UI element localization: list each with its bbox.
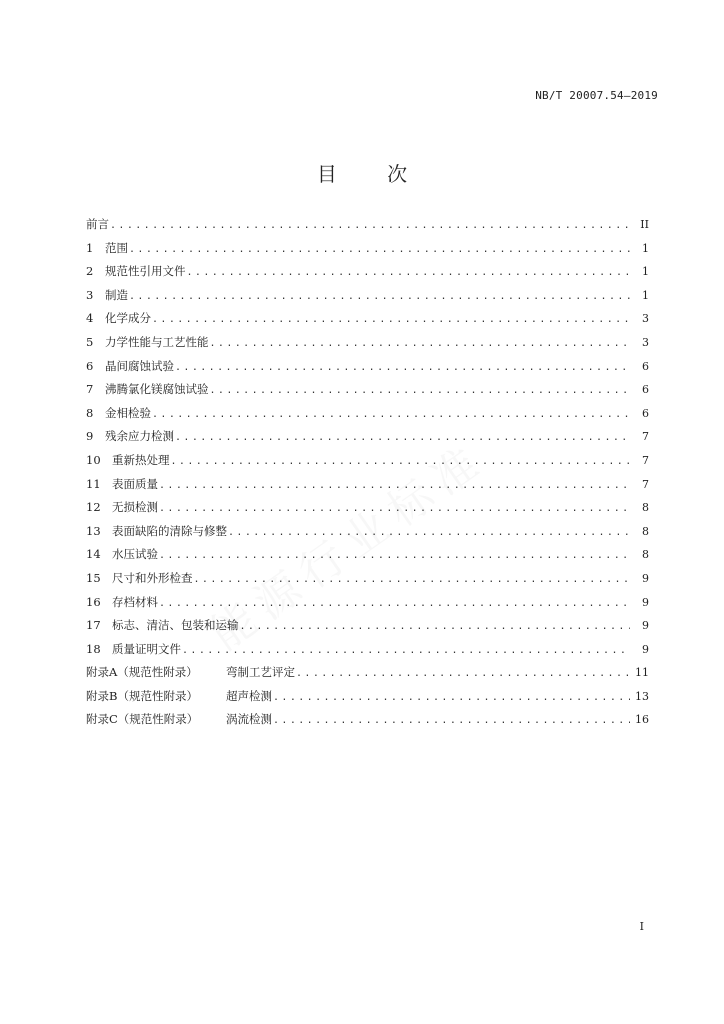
toc-page-number: 7 xyxy=(642,430,649,444)
watermark: 能源行业标准 xyxy=(201,433,496,661)
toc-entry-15[interactable] xyxy=(86,570,649,594)
toc-entry-appendix-c[interactable] xyxy=(86,711,649,735)
toc-page-number: 16 xyxy=(635,713,649,727)
toc-label: 12 无损检测 xyxy=(86,500,158,515)
toc-leader-dots xyxy=(110,220,630,231)
toc-label: 16 存档材料 xyxy=(86,594,158,609)
toc-page-number: 8 xyxy=(642,524,649,538)
toc-entry-4[interactable] xyxy=(86,310,649,334)
toc-page-number: 11 xyxy=(635,666,649,680)
toc-label: 18 质量证明文件 xyxy=(86,641,181,656)
toc-label: 1 范围 xyxy=(86,240,128,255)
toc-label: 6 晶间腐蚀试验 xyxy=(86,358,174,373)
toc-label: 附录B（规范性附录） 超声检测 xyxy=(86,688,272,703)
toc-entry-17[interactable] xyxy=(86,617,649,641)
toc-leader-dots xyxy=(240,621,631,632)
toc-entry-5[interactable] xyxy=(86,334,649,358)
toc-page-number: 7 xyxy=(642,453,649,467)
toc-leader-dots xyxy=(273,715,630,726)
toc-leader-dots xyxy=(152,409,630,420)
toc-entry-7[interactable] xyxy=(86,381,649,405)
toc-label: 9 残余应力检测 xyxy=(86,429,174,444)
toc-page-number: 6 xyxy=(642,406,649,420)
toc-label: 4 化学成分 xyxy=(86,311,151,326)
toc-leader-dots xyxy=(194,574,631,585)
toc-page-number: 8 xyxy=(642,501,649,515)
toc-entry-11[interactable] xyxy=(86,476,649,500)
toc-label: 11 表面质量 xyxy=(86,476,158,491)
toc-page-number: 7 xyxy=(642,477,649,491)
toc-entry-12[interactable] xyxy=(86,499,649,523)
toc-leader-dots xyxy=(210,338,631,349)
toc-page-number: 1 xyxy=(642,241,649,255)
toc-entry-14[interactable] xyxy=(86,546,649,570)
toc-page-number: 3 xyxy=(642,335,649,349)
toc-page-number: II xyxy=(640,218,649,231)
toc-page-number: 9 xyxy=(642,571,649,585)
toc-page-number: 1 xyxy=(642,265,649,279)
toc-label: 13 表面缺陷的清除与修整 xyxy=(86,523,227,538)
toc-leader-dots xyxy=(159,598,630,609)
toc-label: 前言 xyxy=(86,217,109,231)
toc-leader-dots xyxy=(273,692,630,703)
toc-leader-dots xyxy=(129,244,630,255)
toc-page-number: 13 xyxy=(635,689,649,703)
toc-leader-dots xyxy=(228,527,630,538)
toc-entry-appendix-a[interactable] xyxy=(86,664,649,688)
toc-page-number: 3 xyxy=(642,312,649,326)
toc-entry-18[interactable] xyxy=(86,641,649,665)
toc-leader-dots xyxy=(152,314,630,325)
toc-label: 附录A（规范性附录） 弯制工艺评定 xyxy=(86,665,295,680)
toc-page-number: 6 xyxy=(642,383,649,397)
toc-label: 3 制造 xyxy=(86,287,128,302)
standard-code: NB/T 20007.54—2019 xyxy=(535,89,658,102)
table-of-contents xyxy=(86,216,649,735)
toc-label: 附录C（规范性附录） 涡流检测 xyxy=(86,712,272,727)
toc-entry-13[interactable] xyxy=(86,523,649,547)
toc-label: 15 尺寸和外形检查 xyxy=(86,570,193,585)
toc-leader-dots xyxy=(210,385,631,396)
toc-entry-8[interactable] xyxy=(86,405,649,429)
toc-label: 7 沸腾氯化镁腐蚀试验 xyxy=(86,382,209,397)
toc-leader-dots xyxy=(129,291,630,302)
toc-page-number: 9 xyxy=(642,595,649,609)
toc-page-number: 9 xyxy=(642,642,649,656)
toc-entry-foreword[interactable] xyxy=(86,216,649,240)
toc-label: 17 标志、清洁、包装和运输 xyxy=(86,618,239,633)
toc-leader-dots xyxy=(159,503,630,514)
toc-label: 14 水压试验 xyxy=(86,547,158,562)
toc-entry-6[interactable] xyxy=(86,358,649,382)
toc-leader-dots xyxy=(159,480,630,491)
toc-leader-dots xyxy=(187,267,631,278)
toc-page-number: 6 xyxy=(642,359,649,373)
toc-page-number: 9 xyxy=(642,619,649,633)
toc-leader-dots xyxy=(182,645,630,656)
toc-leader-dots xyxy=(171,456,631,467)
toc-leader-dots xyxy=(296,668,630,679)
toc-label: 8 金相检验 xyxy=(86,405,151,420)
toc-entry-10[interactable] xyxy=(86,452,649,476)
toc-page-number: 1 xyxy=(642,288,649,302)
toc-entry-9[interactable] xyxy=(86,428,649,452)
toc-entry-1[interactable] xyxy=(86,240,649,264)
toc-label: 2 规范性引用文件 xyxy=(86,264,186,279)
toc-entry-appendix-b[interactable] xyxy=(86,688,649,712)
toc-leader-dots xyxy=(175,362,630,373)
page-title: 目 次 xyxy=(316,162,430,186)
toc-leader-dots xyxy=(159,550,630,561)
toc-label: 5 力学性能与工艺性能 xyxy=(86,334,209,349)
toc-leader-dots xyxy=(175,432,630,443)
toc-entry-16[interactable] xyxy=(86,594,649,618)
footer-page-number: I xyxy=(639,920,644,933)
toc-label: 10 重新热处理 xyxy=(86,452,170,467)
toc-entry-2[interactable] xyxy=(86,263,649,287)
toc-page-number: 8 xyxy=(642,548,649,562)
toc-entry-3[interactable] xyxy=(86,287,649,311)
